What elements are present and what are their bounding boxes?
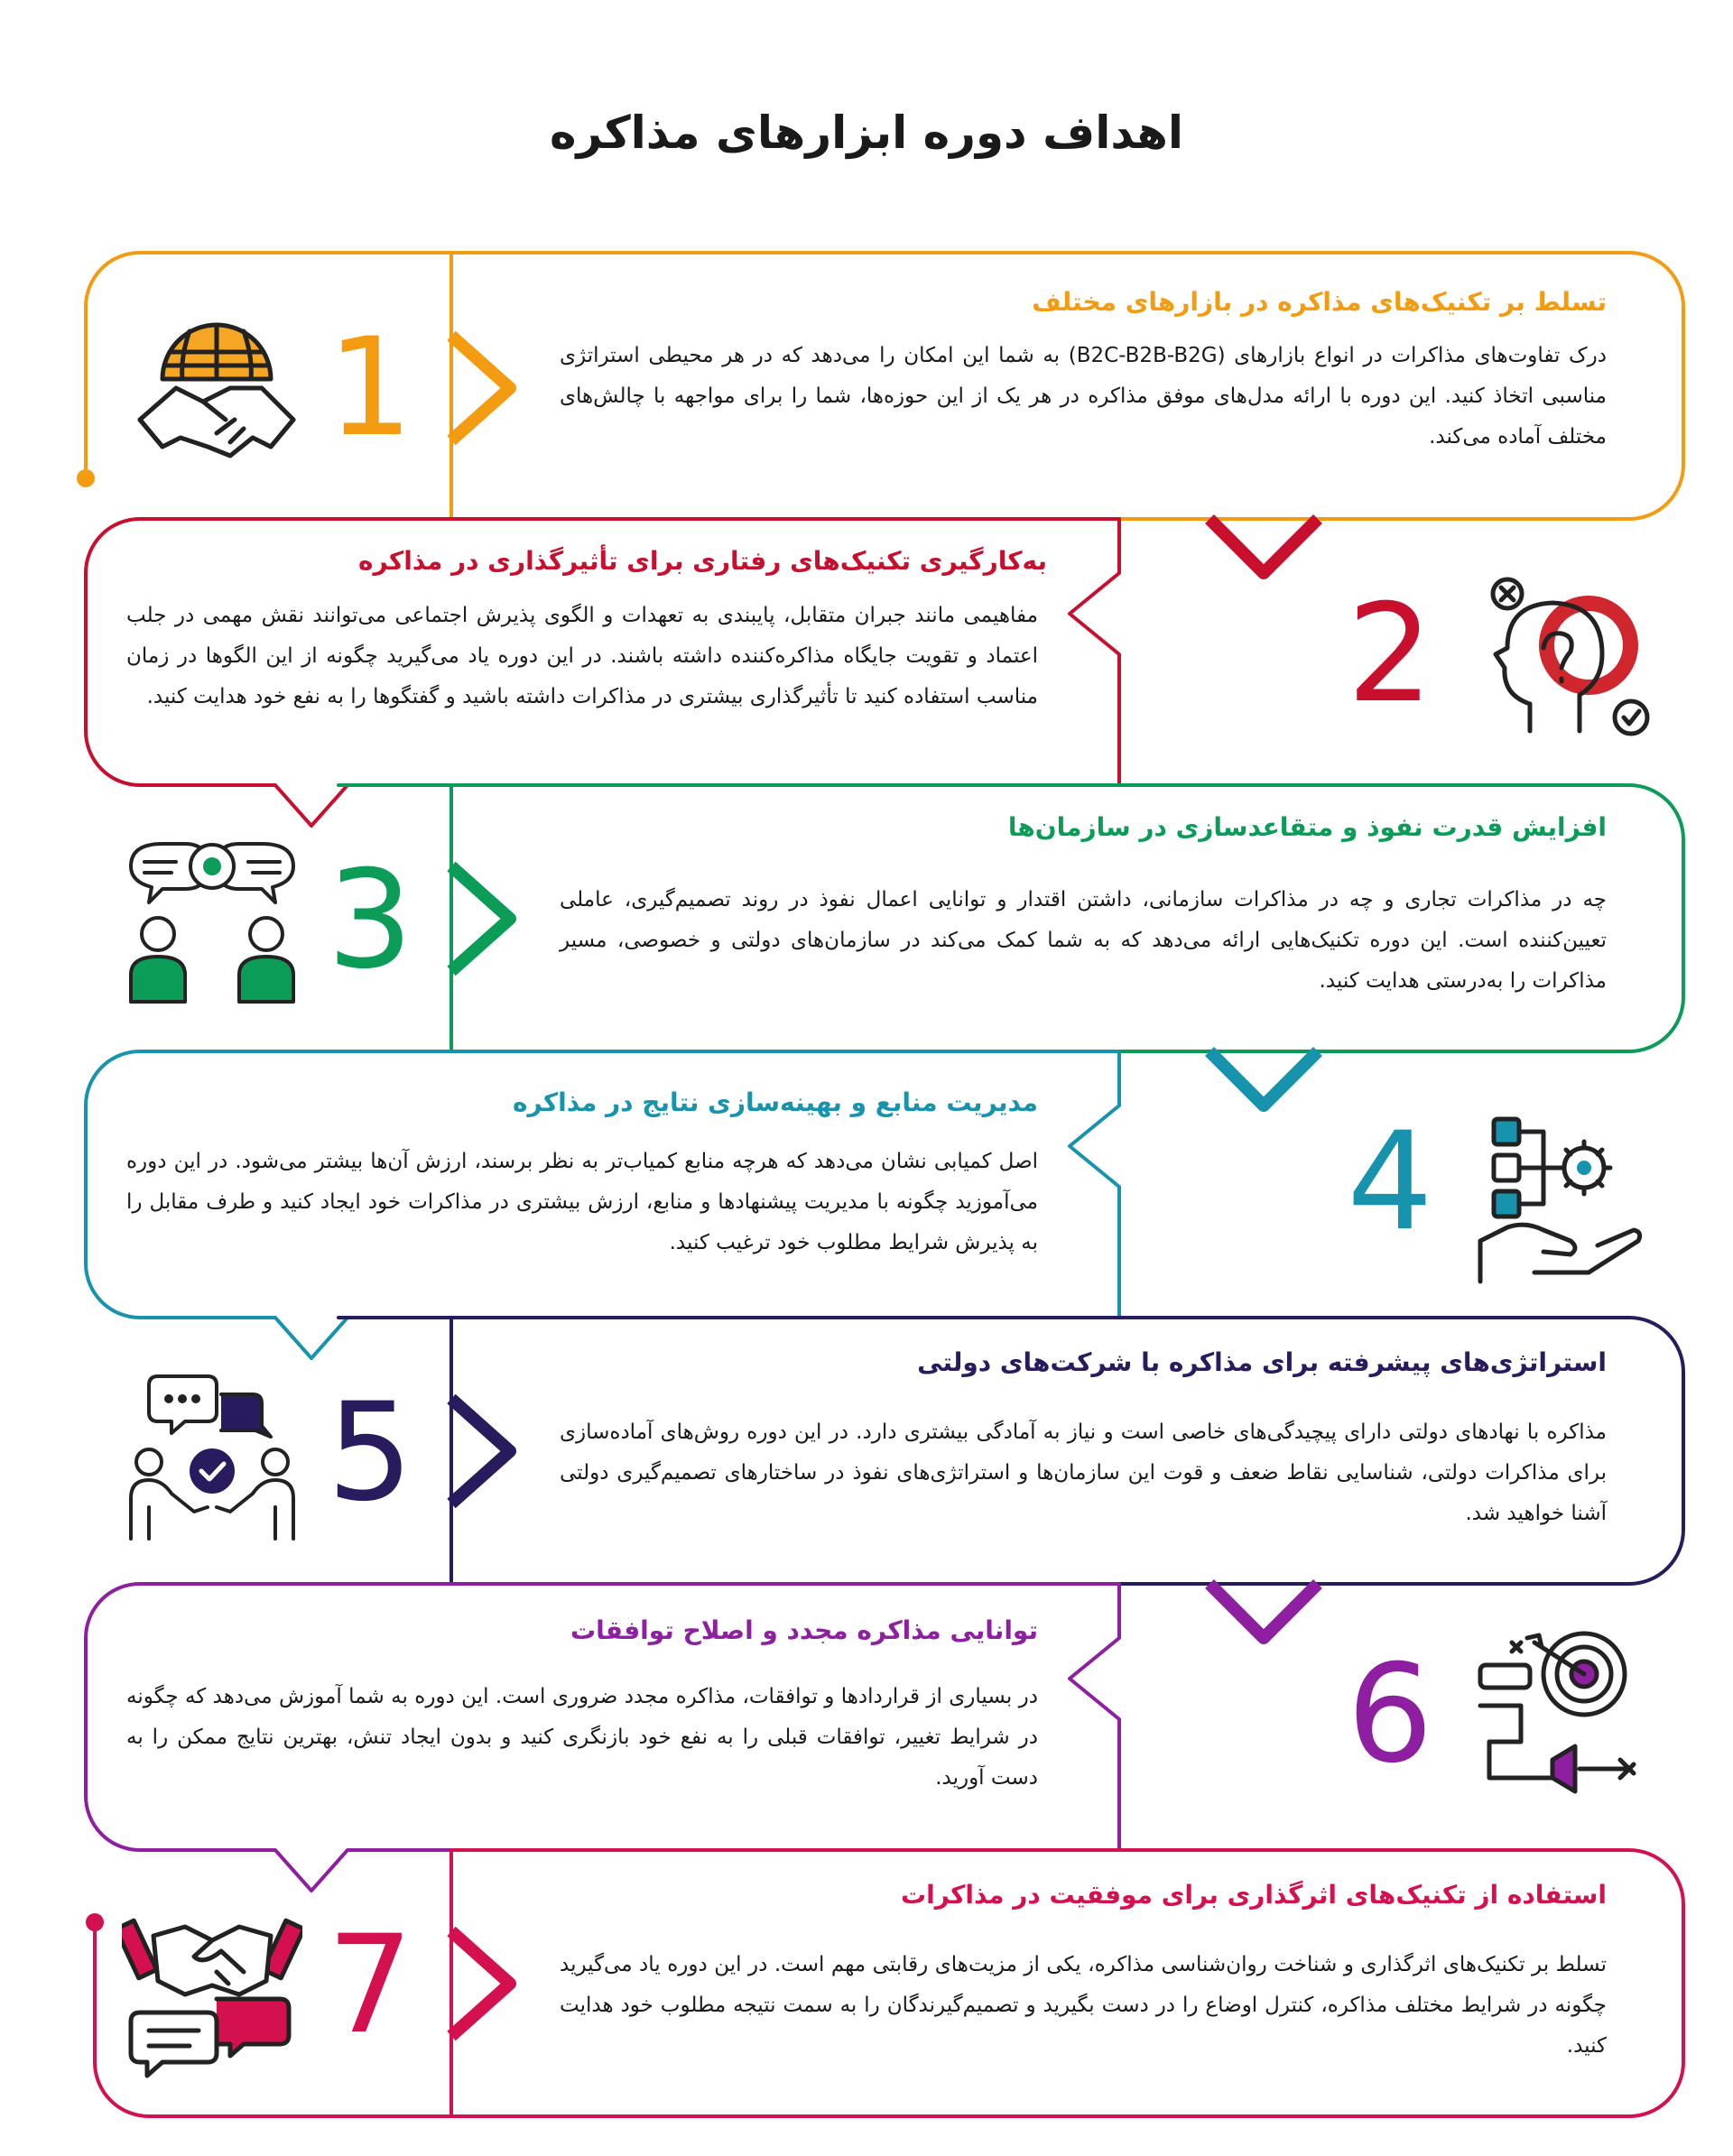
item-7-body: تسلط بر تکنیک‌های اثرگذاری و شناخت روان‌شناسی مذاکره، یکی از مزیت‌های رقابتی مهم است. در این دوره یاد می‌گیرید چگونه در شرایط مختلف مذاکره، کنترل اوضاع را در دست بگیرید و تصمیم‌گیرندگان را به سمت نتیجه مطلوب خود هدایت کنید. [560, 1953, 1607, 2058]
target-strategy-icon [1471, 1624, 1652, 1805]
item-4-body: اصل کمیابی نشان می‌دهد که هرچه منابع کمیاب‌تر به نظر برسند، ارزش آن‌ها بیشتر می‌شود. در این دوره می‌آموزید چگونه با مدیریت پیشنهادها و منابع، ارزش بیشتری در مذاکرات خود ایجاد کنید و طرف مقابل را به پذیرش شرایط مطلوب خود ترغیب کنید. [126, 1150, 1038, 1254]
box-6-chevron [1209, 1584, 1318, 1638]
handshake-globe-icon [126, 293, 307, 474]
item-3-title: افزایش قدرت نفوذ و متقاعدسازی در سازمان‌ها [1007, 812, 1607, 842]
item-5-number: 5 [327, 1374, 413, 1531]
box-2-chevron [1209, 519, 1318, 573]
item-2-number: 2 [1347, 576, 1433, 733]
people-agreement-chat-icon [122, 1363, 302, 1543]
hand-process-gear-icon [1471, 1106, 1652, 1286]
item-1-body: درک تفاوت‌های مذاکرات در انواع بازارهای (B2C-B2B-B2G) به شما این امکان را می‌دهد که در هر محیطی استراتژی مناسبی اتخاذ کنید. این دوره با ارائه مدل‌های موفق مذاکره در هر یک از این حوزه‌ها، شما را برای مواجهه با چالش‌های مختلف آماده می‌کند. [560, 344, 1607, 449]
item-2-title: به‌کارگیری تکنیک‌های رفتاری برای تأثیرگذاری در مذاکره [357, 546, 1047, 576]
two-people-discussion-icon [122, 826, 302, 1006]
box-1-chevron [451, 336, 510, 440]
item-1-number: 1 [327, 310, 413, 467]
item-5-title: استراتژی‌های پیشرفته برای مذاکره با شرکت‌های دولتی [917, 1347, 1607, 1377]
handshake-chat-icon [122, 1904, 302, 2085]
item-4-title: مدیریت منابع و بهینه‌سازی نتایج در مذاکره [512, 1087, 1038, 1117]
box-4-chevron [1209, 1051, 1318, 1106]
end-dot [86, 1913, 104, 1931]
item-6-number: 6 [1347, 1636, 1433, 1793]
item-2-body: مفاهیمی مانند جبران متقابل، پایبندی به تعهدات و الگوی پذیرش اجتماعی می‌توانند نقش مهمی در جلب اعتماد و تقویت جایگاه مذاکره‌کننده داشته باشند. در این دوره یاد می‌گیرید چگونه از این الگوها در زمان مناسب استفاده کنید تا تأثیرگذاری بیشتری در مذاکرات داشته باشید و گفتگوها را به نفع خود هدایت کنید. [126, 604, 1038, 708]
item-4-number: 4 [1347, 1104, 1433, 1261]
item-5-body: مذاکره با نهادهای دولتی دارای پیچیدگی‌های خاصی است و نیاز به آمادگی بیشتری دارد. در این دوره روش‌های آماده‌سازی برای مذاکرات دولتی، شناسایی نقاط ضعف و قوت این سازمان‌ها و استراتژی‌های نفوذ در ساختارهای تصمیم‌گیری دولتی آشنا خواهید شد. [560, 1420, 1607, 1525]
page-title: اهداف دوره ابزارهای مذاکره [549, 106, 1184, 159]
item-7-number: 7 [327, 1907, 413, 2064]
item-7-title: استفاده از تکنیک‌های اثرگذاری برای موفقیت در مذاکرات [900, 1880, 1607, 1910]
box-5-chevron [451, 1399, 510, 1504]
box-3-chevron [451, 866, 510, 971]
item-3-body: چه در مذاکرات تجاری و چه در مذاکرات سازمانی، داشتن اقتدار و توانایی اعمال نفوذ در روند تصمیم‌گیری، عاملی تعیین‌کننده است. این دوره تکنیک‌هایی ارائه می‌دهد که به شما کمک می‌کند در سازمان‌های دولتی و خصوصی، مسیر مذاکرات را به‌درستی هدایت کنید. [560, 888, 1607, 993]
item-6-body: در بسیاری از قراردادها و توافقات، مذاکره مجدد ضروری است. این دوره به شما آموزش می‌دهد که چگونه در شرایط تغییر، توافقات قبلی را به نفع خود بازنگری کنید و بدون ایجاد تنش، بهترین نتایج ممکن را به دست آورید. [126, 1685, 1038, 1790]
box-7-chevron [451, 1931, 510, 2036]
item-1-title: تسلط بر تکنیک‌های مذاکره در بازارهای مختلف [1032, 287, 1607, 317]
head-question-gear-icon [1476, 569, 1656, 749]
item-6-title: توانایی مذاکره مجدد و اصلاح توافقات [570, 1615, 1038, 1645]
start-dot [77, 469, 95, 487]
item-3-number: 3 [327, 842, 413, 999]
